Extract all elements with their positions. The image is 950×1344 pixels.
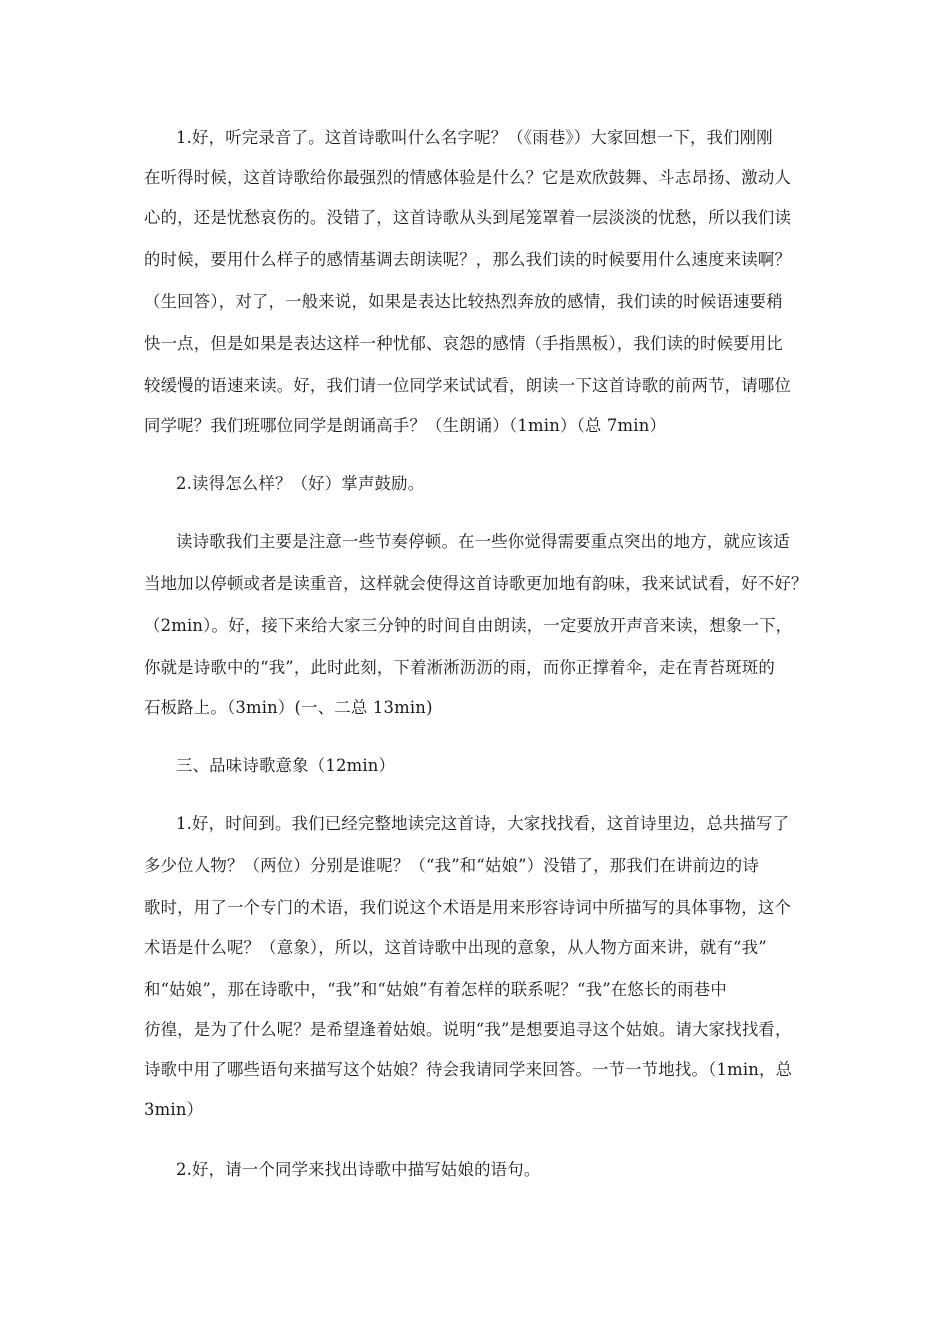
paragraph-4-line-5: 和“姑娘”，那在诗歌中，“我”和“姑娘”有着怎样的联系呢？“我”在悠长的雨巷中 xyxy=(144,980,727,999)
paragraph-1-line-7: 较缓慢的语速来读。好，我们请一位同学来试试看，朗读一下这首诗歌的前两节，请哪位 xyxy=(144,376,792,395)
section-heading-3: 三、品味诗歌意象（12min） xyxy=(176,756,396,775)
paragraph-2: 2.读得怎么样？（好）掌声鼓励。 xyxy=(176,474,425,493)
paragraph-4-line-2: 多少位人物？（两位）分别是谁呢？（“我”和“姑娘”）没错了，那我们在讲前边的诗 xyxy=(144,856,759,875)
paragraph-1-line-2: 在听得时候，这首诗歌给你最强烈的情感体验是什么？它是欢欣鼓舞、斗志昂扬、激动人 xyxy=(144,168,792,187)
paragraph-4-line-8: 3min） xyxy=(144,1100,204,1119)
paragraph-1-line-4: 的时候，要用什么样子的感情基调去朗读呢？，那么我们读的时候要用什么速度来读啊？ xyxy=(144,250,792,269)
paragraph-4-line-1: 1.好，时间到。我们已经完整地读完这首诗，大家找找看，这首诗里边，总共描写了 xyxy=(176,814,790,833)
paragraph-3-line-1: 读诗歌我们主要是注意一些节奏停顿。在一些你觉得需要重点突出的地方，就应该适 xyxy=(176,532,790,551)
paragraph-5: 2.好，请一个同学来找出诗歌中描写姑娘的语句。 xyxy=(176,1160,541,1179)
paragraph-3-line-3: （2min）。好，接下来给大家三分钟的时间自由朗读，一定要放开声音来读，想象一下， xyxy=(144,616,793,635)
paragraph-1-line-5: （生回答），对了，一般来说，如果是表达比较热烈奔放的感情，我们读的时候语速要稍 xyxy=(144,292,783,311)
paragraph-1-line-8: 同学呢？我们班哪位同学是朗诵高手？（生朗诵）（1min）（总 7min） xyxy=(144,416,667,435)
paragraph-3-line-2: 当地加以停顿或者是读重音，这样就会使得这首诗歌更加地有韵味，我来试试看，好不好？ xyxy=(144,574,808,593)
paragraph-3-line-5: 石板路上。（3min）(一、二总 13min) xyxy=(144,698,433,717)
paragraph-1-line-3: 心的，还是忧愁哀伤的。没错了，这首诗歌从头到尾笼罩着一层淡淡的忧愁，所以我们读 xyxy=(144,208,792,227)
paragraph-4-line-3: 歌时，用了一个专门的术语，我们说这个术语是用来形容诗词中所描写的具体事物，这个 xyxy=(144,898,792,917)
paragraph-4-line-4: 术语是什么呢？（意象），所以，这首诗歌中出现的意象，从人物方面来讲，就有“我” xyxy=(144,938,767,957)
paragraph-4-line-7: 诗歌中用了哪些语句来描写这个姑娘？待会我请同学来回答。一节一节地找。（1min，总 xyxy=(144,1060,793,1079)
paragraph-4-line-6: 彷徨，是为了什么呢？是希望逢着姑娘。说明“我”是想要追寻这个姑娘。请大家找找看， xyxy=(144,1020,792,1039)
paragraph-1-line-6: 快一点，但是如果是表达这样一种忧郁、哀怨的感情（手指黑板），我们读的时候要用比 xyxy=(144,334,783,353)
paragraph-1-line-1: 1.好，听完录音了。这首诗歌叫什么名字呢？（《雨巷》）大家回想一下，我们刚刚 xyxy=(176,128,773,147)
paragraph-3-line-4: 你就是诗歌中的“我”，此时此刻，下着淅淅沥沥的雨，而你正撑着伞，走在青苔斑斑的 xyxy=(144,658,776,677)
